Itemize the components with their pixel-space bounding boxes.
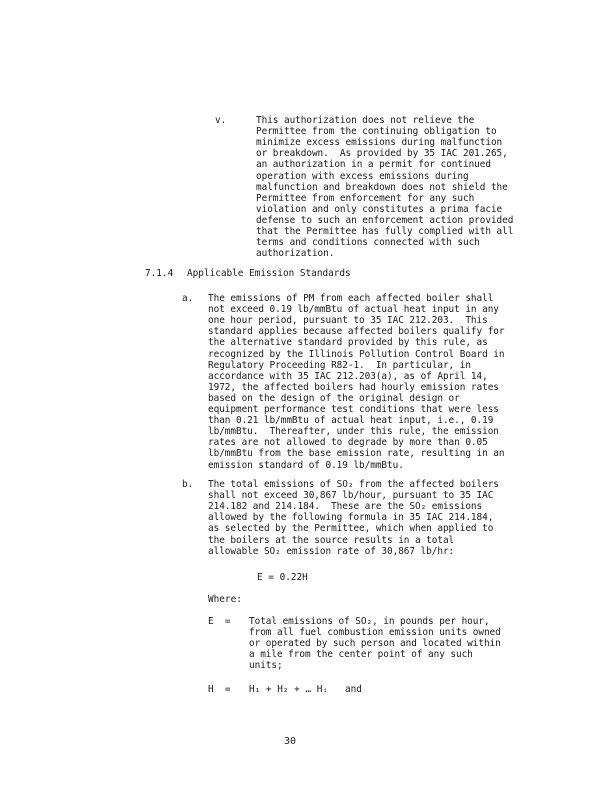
where-label: Where: bbox=[208, 594, 242, 605]
text-line: from all fuel combustion emission units owned bbox=[249, 627, 501, 639]
text-line: the boilers at the source results in a total bbox=[208, 534, 455, 546]
text-line: than 0.21 lb/mmBtu of actual heat input, i.e., 0.19 bbox=[208, 415, 494, 427]
text-line: malfunction and breakdown does not shield the bbox=[256, 181, 508, 193]
text-line: minimize excess emissions during malfunction bbox=[256, 137, 503, 149]
text-line: shall not exceed 30,867 lb/hour, pursuant to 35 IAC bbox=[208, 490, 494, 502]
text-line: recognized by the Illinois Pollution Control Board in bbox=[208, 348, 505, 360]
text-line: that the Permittee has fully complied with all bbox=[256, 226, 514, 237]
formula: E = 0.22H bbox=[257, 572, 308, 583]
text-line: terms and conditions connected with such bbox=[256, 237, 480, 249]
text-line: as selected by the Permittee, which when applied to bbox=[208, 523, 494, 535]
text-line: the alternative standard provided by this rule, as bbox=[208, 337, 488, 349]
text-line: accordance with 35 IAC 212.203(a), as of April 14, bbox=[208, 370, 488, 382]
text-line: This authorization does not relieve the bbox=[256, 115, 475, 126]
item-b-label: b. bbox=[182, 479, 194, 490]
item-v-label: v. bbox=[215, 115, 227, 126]
text-line: Permittee from enforcement for any such bbox=[256, 192, 475, 204]
text-line: based on the design of the original design or bbox=[208, 392, 460, 404]
text-line: Total emissions of SO₂, in pounds per hour, bbox=[249, 616, 490, 627]
text-line: The total emissions of SO₂ from the affected boilers bbox=[208, 479, 499, 490]
text-line: rates are not allowed to degrade by more than 0.05 bbox=[208, 437, 488, 449]
item-a-label: a. bbox=[182, 293, 194, 304]
text-line: defense to such an enforcement action provided bbox=[256, 214, 514, 226]
text-line: 1972, the affected boilers had hourly emission rates bbox=[208, 381, 499, 393]
definition-h-symbol: H = bbox=[208, 684, 231, 695]
text-line: or operated by such person and located within bbox=[249, 638, 501, 650]
text-line: a mile from the center point of any such bbox=[249, 649, 473, 661]
text-line: 214.182 and 214.184. These are the SO₂ emissions bbox=[208, 501, 483, 513]
text-line: Permittee from the continuing obligation to bbox=[256, 126, 497, 138]
text-line: The emissions of PM from each affected boiler shall bbox=[208, 293, 494, 304]
text-line: or breakdown. As provided by 35 IAC 201.265, bbox=[256, 148, 508, 160]
text-line: operation with excess emissions during bbox=[256, 170, 469, 182]
text-line: lb/mmBtu. Thereafter, under this rule, the emission bbox=[208, 426, 499, 438]
text-line: allowed by the following formula in 35 IAC 214.184, bbox=[208, 512, 494, 524]
text-line: emission standard of 0.19 lb/mmBtu. bbox=[208, 459, 404, 471]
text-line: standard applies because affected boilers qualify for bbox=[208, 326, 505, 338]
text-line: one hour period, pursuant to 35 IAC 212.203. This bbox=[208, 315, 488, 327]
section-number: 7.1.4 bbox=[145, 268, 174, 279]
text-line: allowable SO₂ emission rate of 30,867 lb/hr: bbox=[208, 545, 455, 557]
text-line: not exceed 0.19 lb/mmBtu of actual heat input in any bbox=[208, 304, 499, 316]
section-title: Applicable Emission Standards bbox=[187, 268, 351, 279]
text-line: lb/mmBtu from the base emission rate, resulting in an bbox=[208, 448, 505, 460]
text-line: Regulatory Proceeding R82-1. In particular, in bbox=[208, 359, 471, 371]
text-line: units; bbox=[249, 660, 283, 672]
text-line: violation and only constitutes a prima facie bbox=[256, 203, 503, 215]
text-line: equipment performance test conditions that were less bbox=[208, 404, 499, 415]
page-number: 30 bbox=[284, 736, 297, 747]
text-line: authorization. bbox=[256, 248, 335, 260]
text-line: an authorization in a permit for continued bbox=[256, 159, 491, 171]
definition-e-symbol: E = bbox=[208, 616, 231, 627]
definition-h-text: H₁ + H₂ + … Hᵢ and bbox=[249, 684, 362, 695]
